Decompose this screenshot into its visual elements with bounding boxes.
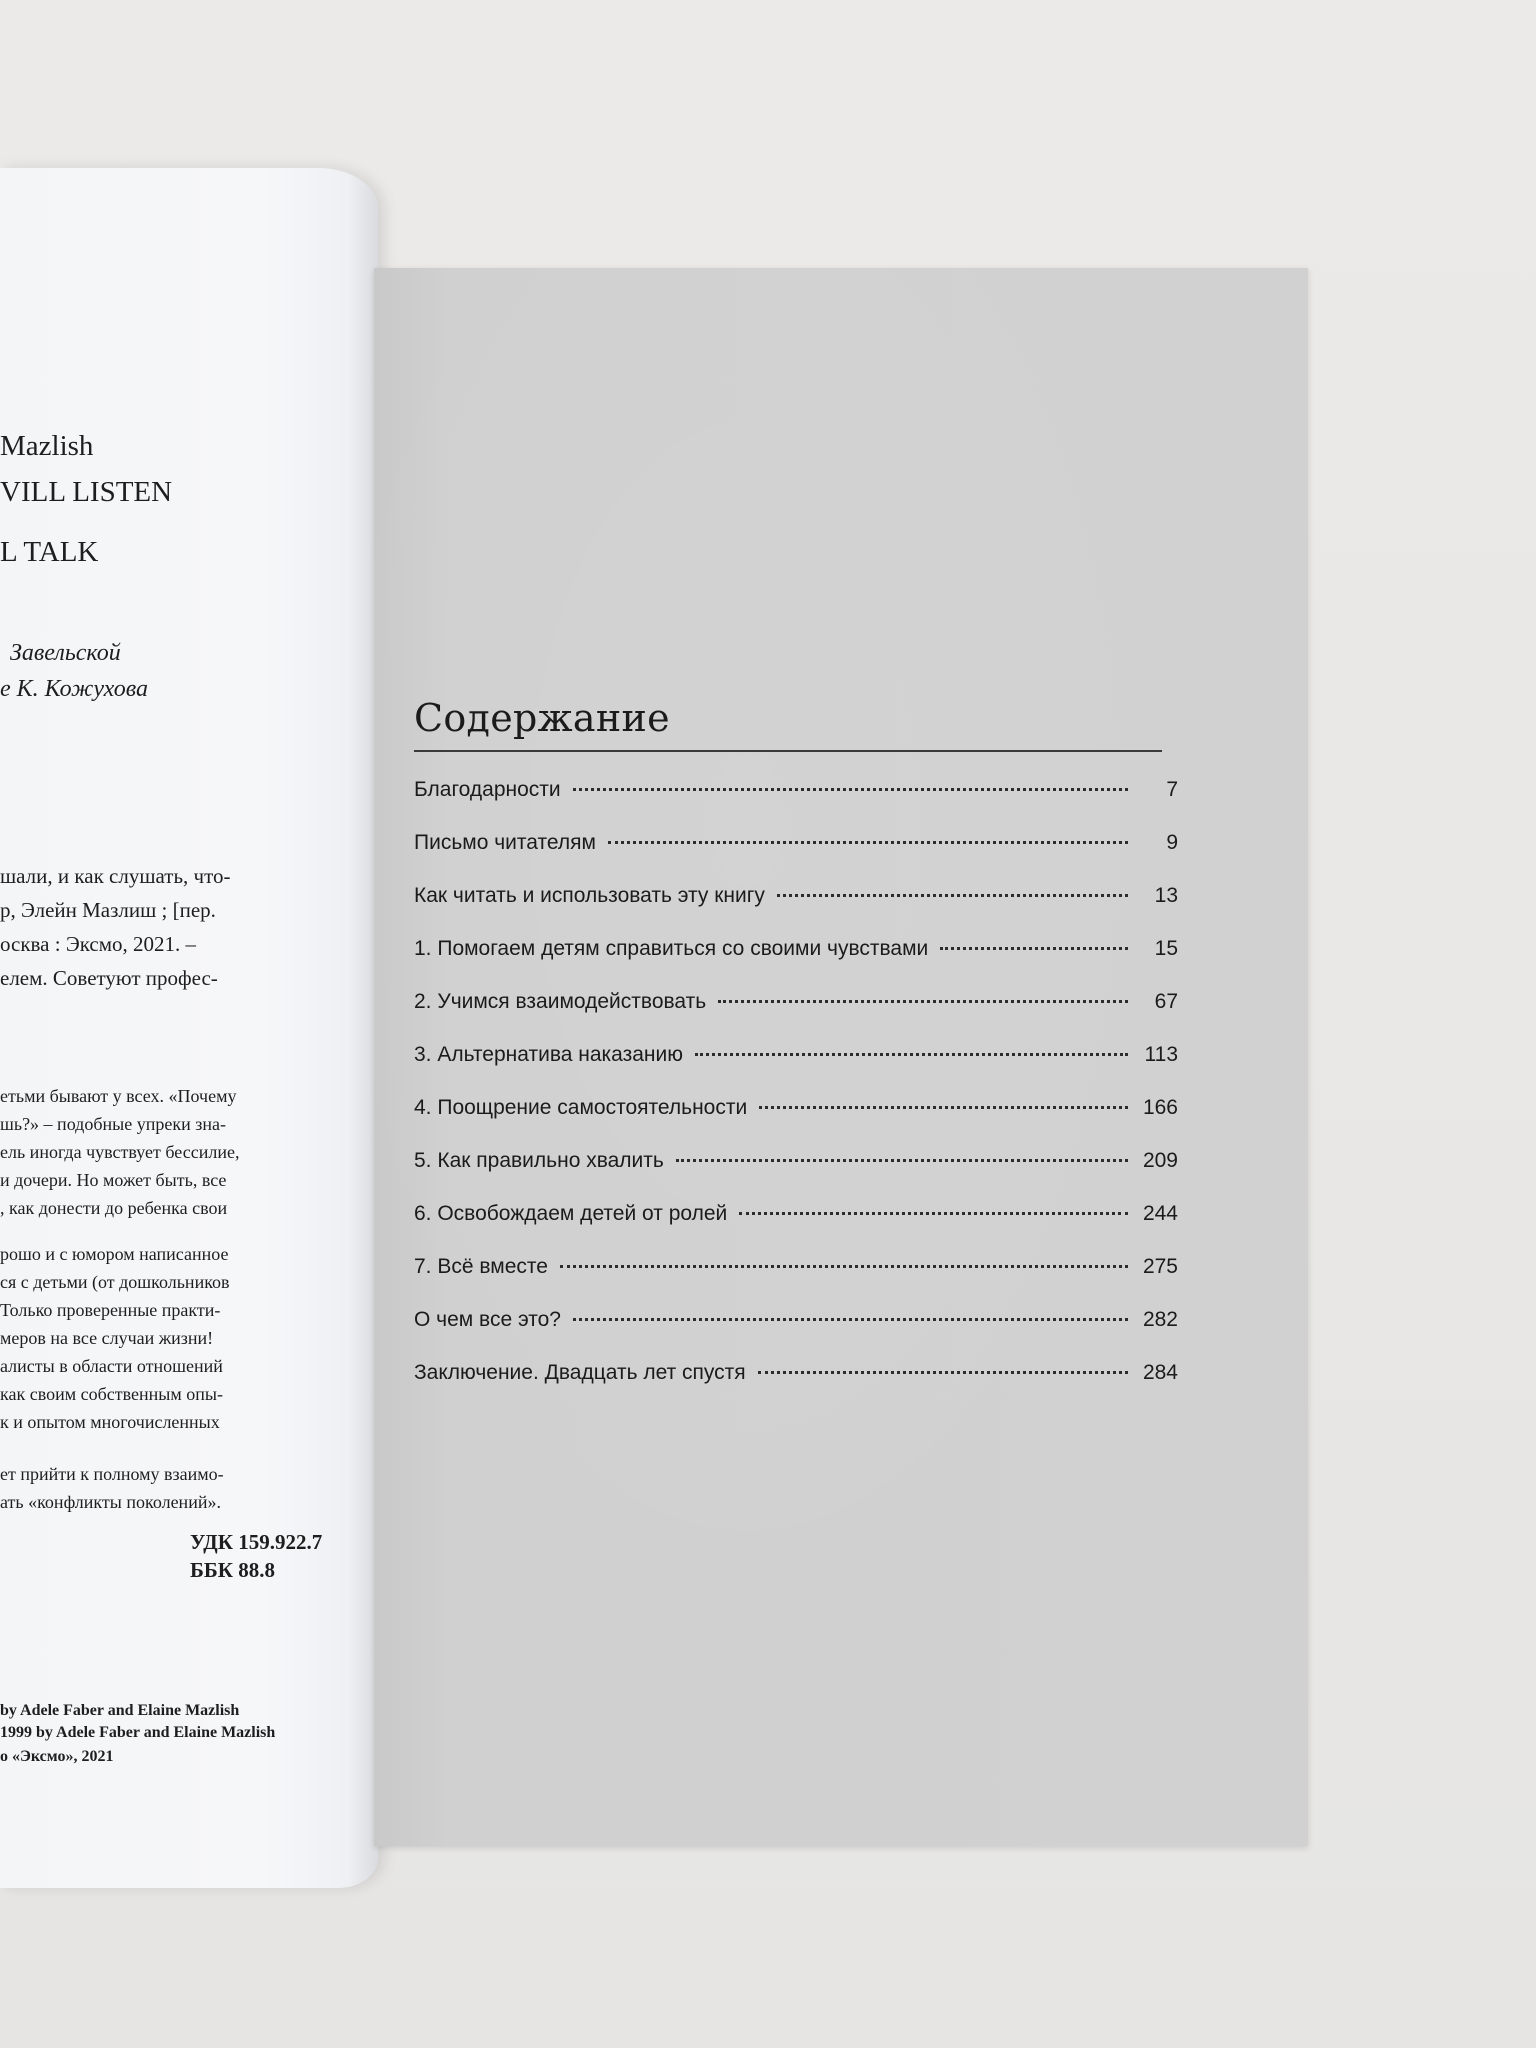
toc-entry-page: 113 [1144,1043,1178,1066]
left-page [0,168,378,1888]
annotation-line-6: рошо и с юмором написанное [0,1244,229,1264]
dot-leader [573,788,1128,791]
toc-entry-label: Как читать и использовать эту книгу [414,884,765,907]
biblio-line-1: шали, и как слушать, что- [0,864,231,888]
toc-list [414,778,1178,1414]
copyright-line-2: 1999 by Adele Faber and Elaine Mazlish [0,1724,276,1741]
dot-leader [676,1159,1128,1162]
toc-entry [414,1096,1178,1149]
bbk-code: ББК 88.8 [190,1558,275,1582]
toc-entry [414,1202,1178,1255]
toc-entry-page: 275 [1142,1255,1178,1278]
toc-entry-page: 9 [1166,831,1178,854]
udk-code: УДК 159.922.7 [190,1530,323,1554]
biblio-line-2: р, Элейн Мазлиш ; [пер. [0,898,216,922]
annotation-line-12: к и опытом многочисленных [0,1412,220,1432]
biblio-line-3: осква : Эксмо, 2021. – [0,932,196,956]
toc-entry-label: Заключение. Двадцать лет спустя [414,1361,746,1384]
dot-leader [608,841,1128,844]
toc-entry-label: 6. Освобождаем детей от ролей [414,1202,728,1225]
toc-entry-label: Благодарности [414,778,561,801]
annotation-line-1: етьми бывают у всех. «Почему [0,1086,237,1106]
annotation-line-4: и дочери. Но может быть, все [0,1170,227,1190]
annotation-line-11: как своим собственным опы- [0,1384,223,1404]
toc-entry-label: Письмо читателям [414,831,596,854]
dot-leader [759,1106,1128,1109]
annotation-line-5: , как донести до ребенка свои [0,1198,228,1218]
toc-entry [414,831,1178,884]
dot-leader [758,1371,1128,1374]
toc-entry-page: 15 [1154,937,1178,960]
toc-entry-label: 1. Помогаем детям справиться со своими чувствами [414,937,929,960]
toc-entry-label: О чем все это? [414,1308,561,1331]
toc-entry [414,1255,1178,1308]
toc-entry-page: 282 [1142,1308,1178,1331]
toc-entry [414,937,1178,990]
toc-entry-page: 67 [1154,990,1178,1013]
dot-leader [718,1000,1128,1003]
dot-leader [739,1212,1128,1215]
toc-entry [414,884,1178,937]
toc-entry-label: 2. Учимся взаимодействовать [414,990,707,1013]
toc-entry-page: 13 [1154,884,1178,907]
author-line: Mazlish [0,430,94,462]
toc-entry-label: 4. Поощрение самостоятельности [414,1096,748,1119]
dot-leader [777,894,1128,897]
annotation-line-7: ся с детьми (от дошкольников [0,1272,230,1292]
toc-entry [414,1043,1178,1096]
page-title: Содержание [414,696,670,740]
annotation-line-9: меров на все случаи жизни! [0,1328,214,1348]
toc-entry-label: 5. Как правильно хвалить [414,1149,664,1172]
toc-entry-label: 3. Альтернатива наказанию [414,1043,684,1066]
toc-entry [414,1149,1178,1202]
dot-leader [940,947,1128,950]
copyright-line-3: о «Эксмо», 2021 [0,1748,114,1765]
dot-leader [695,1053,1128,1056]
translator-line: Завельской [10,640,121,666]
copyright-line-1: by Adele Faber and Elaine Mazlish [0,1702,240,1719]
toc-entry [414,1361,1178,1414]
right-page [374,268,1308,1846]
title-divider [414,750,1162,752]
annotation-line-3: ель иногда чувствует бессилие, [0,1142,240,1162]
annotation-line-14: ать «конфликты поколений». [0,1492,221,1512]
dot-leader [573,1318,1128,1321]
original-title-line-2: L TALK [0,536,99,568]
annotation-line-13: ет прийти к полному взаимо- [0,1464,224,1484]
dot-leader [560,1265,1128,1268]
biblio-line-4: елем. Советуют профес- [0,966,218,990]
toc-entry-label: 7. Всё вместе [414,1255,548,1278]
editor-line: е К. Кожухова [0,676,148,702]
original-title-line-1: VILL LISTEN [0,476,173,508]
toc-entry [414,778,1178,831]
toc-entry [414,990,1178,1043]
toc-entry-page: 166 [1142,1096,1178,1119]
toc-entry-page: 7 [1166,778,1178,801]
annotation-line-8: Только проверенные практи- [0,1300,221,1320]
annotation-line-2: шь?» – подобные упреки зна- [0,1114,226,1134]
toc-entry-page: 284 [1142,1361,1178,1384]
annotation-line-10: алисты в области отношений [0,1356,223,1376]
toc-entry [414,1308,1178,1361]
toc-entry-page: 209 [1142,1149,1178,1172]
toc-entry-page: 244 [1142,1202,1178,1225]
